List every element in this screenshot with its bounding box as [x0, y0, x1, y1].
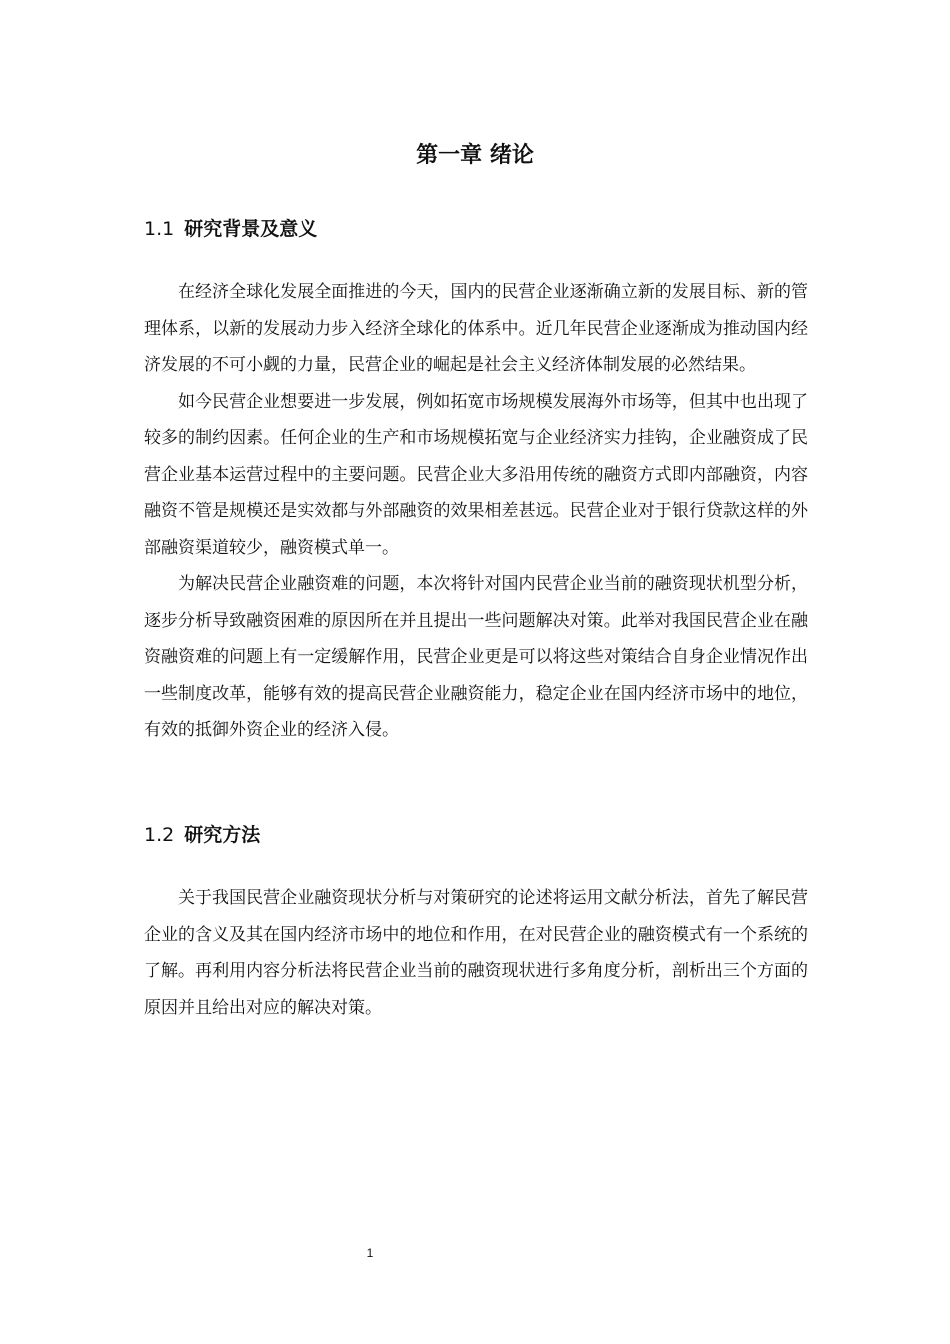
- paragraph: 关于我国民营企业融资现状分析与对策研究的论述将运用文献分析法，首先了解民营企业的含义及其在国内经济市场中的地位和作用，在对民营企业的融资模式有一个系统的了解。再利用内容分析法将民营企业当前的融资现状进行多角度分析，剖析出三个方面的原因并且给出对应的解决对策。: [144, 888, 808, 1018]
- section-title: 研究方法: [184, 824, 261, 846]
- section-1-2-body: [144, 880, 808, 1026]
- paragraph: 在经济全球化发展全面推进的今天，国内的民营企业逐渐确立新的发展目标、新的管理体系，以新的发展动力步入经济全球化的体系中。近几年民营企业逐渐成为推动国内经济发展的不可小觑的力量，民营企业的崛起是社会主义经济体制发展的必然结果。: [144, 282, 808, 375]
- paragraph: 如今民营企业想要进一步发展，例如拓宽市场规模发展海外市场等，但其中也出现了较多的制约因素。任何企业的生产和市场规模拓宽与企业经济实力挂钩，企业融资成了民营企业基本运营过程中的主要问题。民营企业大多沿用传统的融资方式即内部融资，内容融资不管是规模还是实效都与外部融资的效果相差甚远。民营企业对于银行贷款这样的外部融资渠道较少，融资模式单一。: [144, 391, 808, 558]
- section-number: 1.1: [144, 218, 175, 240]
- section-number: 1.2: [144, 824, 175, 846]
- page-number: 1: [366, 1246, 374, 1260]
- section-heading-1-1: [144, 215, 317, 243]
- chapter-title: 第一章 绪论: [416, 143, 534, 168]
- section-1-1-body: [144, 274, 808, 749]
- paragraph: 为解决民营企业融资难的问题，本次将针对国内民营企业当前的融资现状机型分析，逐步分析导致融资困难的原因所在并且提出一些问题解决对策。此举对我国民营企业在融资融资难的问题上有一定缓解作用，民营企业更是可以将这些对策结合自身企业情况作出一些制度改革，能够有效的提高民营企业融资能力，稳定企业在国内经济市场中的地位，有效的抵御外资企业的经济入侵。: [144, 574, 808, 740]
- section-title: 研究背景及意义: [184, 218, 318, 240]
- section-heading-1-2: [144, 821, 260, 849]
